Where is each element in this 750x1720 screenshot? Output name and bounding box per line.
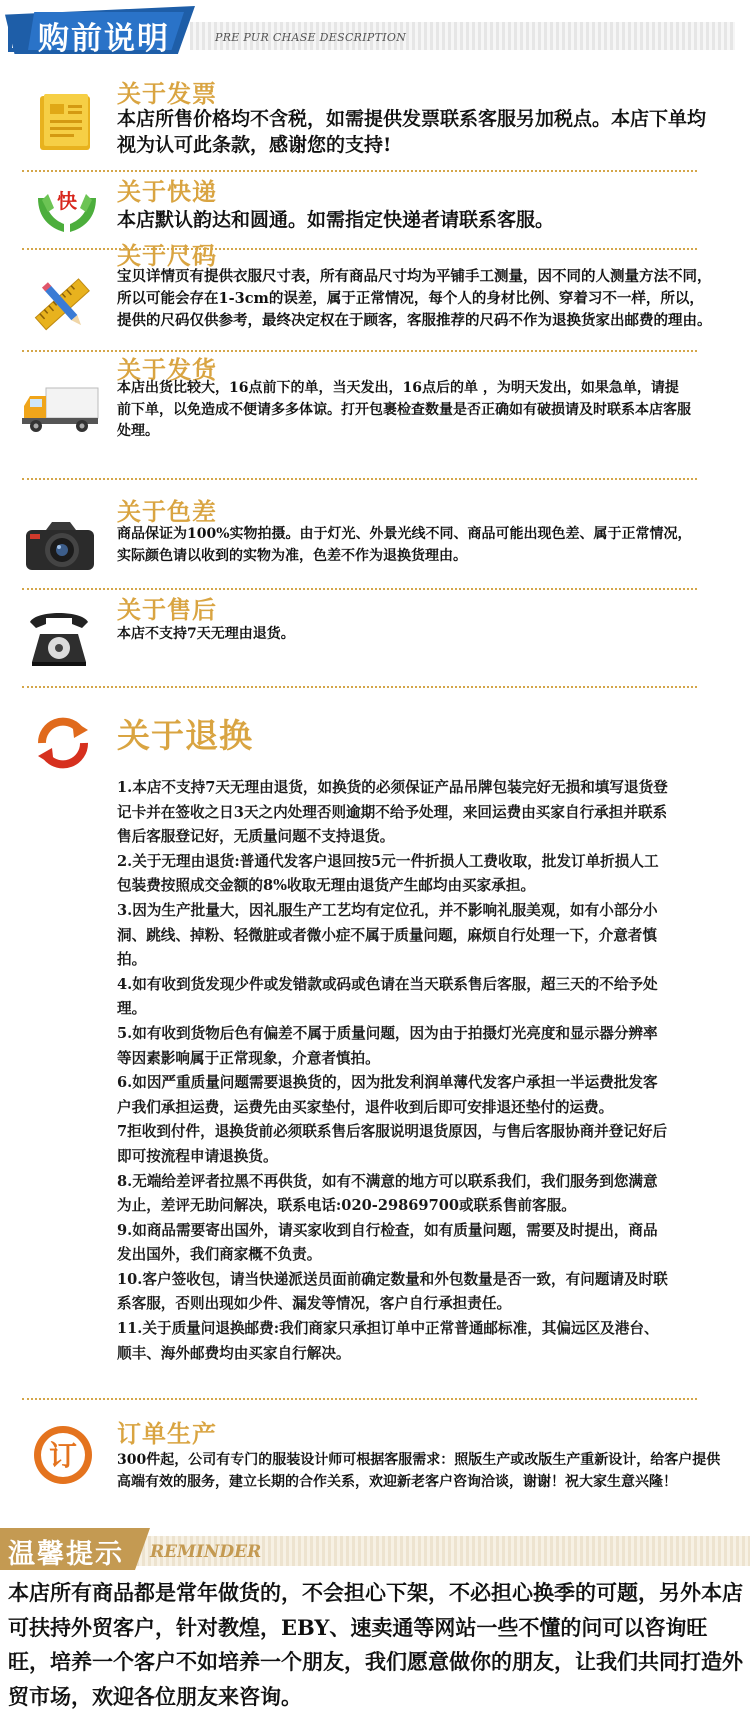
express-hands-icon: [34, 178, 100, 236]
returns-rules-list: [117, 776, 672, 1366]
header-subtitle: PRE PUR CHASE DESCRIPTION: [215, 31, 407, 44]
svg-text:订: 订: [48, 1439, 78, 1472]
section-title: 关于色差: [117, 498, 217, 526]
page-title: 购前说明: [38, 21, 170, 57]
section-after-sales: [0, 592, 750, 680]
list-item: 11.关于质量问退换邮费:我们商家只承担订单中正常普通邮标准，其偏远区及港台、顺丰、海外邮费均由买家自行解决。: [117, 1320, 659, 1362]
list-item: 6.如因严重质量问题需要退换货的，因为批发利润单薄代发客户承担一半运费批发客户我们承担运费，运费先由买家垫付，退件收到后即可安排退还垫付的运费。: [117, 1074, 658, 1116]
svg-text:快: 快: [57, 189, 77, 213]
order-badge-icon: [32, 1424, 94, 1486]
list-item: 5.如有收到货物后色有偏差不属于质量问题，因为由于拍摄灯光亮度和显示器分辨率等因素影响属于正常现象，介意者慎拍。: [117, 1024, 658, 1067]
section-title: 关于发货: [117, 356, 217, 384]
section-invoice: [0, 68, 750, 173]
section-title: 关于尺码: [117, 242, 217, 270]
page-header: [0, 0, 750, 62]
section-title: 关于发票: [117, 80, 217, 108]
telephone-icon: [26, 606, 92, 668]
reminder-header: [0, 1528, 750, 1570]
section-body: 宝贝详情页有提供衣服尺寸表，所有商品尺寸均为平铺手工测量，因不同的人测量方法不同，所以可能会存在1-3cm的误差，属于正常情况，每个人的身材比例、穿着习不一样，所以，提供的尺码仅供参考，最终决定权在于顾客，客服推荐的尺码不作为退换货家出邮费的理由。: [117, 268, 712, 329]
list-item: 4.如有收到货发现少件或发错款或码或色请在当天联系售后客服，超三天的不给予处理。: [117, 975, 658, 1018]
list-item: 10.客户签收包，请当快递派送员面前确定数量和外包数量是否一致，有问题请及时联系客服，否则出现如少件、漏发等情况，客户自行承担责任。: [117, 1270, 668, 1313]
list-item: 2.关于无理由退货:普通代发客户退回按5元一件折损人工费收取，批发订单折损人工包装费按照成交金额的8%收取无理由退货产生邮均由买家承担。: [117, 852, 659, 895]
section-title: 订单生产: [117, 1420, 217, 1448]
section-body: 商品保证为100%实物拍摄。由于灯光、外景光线不同、商品可能出现色差、属于正常情况，实际颜色请以收到的实物为准，色差不作为退换货理由。: [117, 526, 692, 564]
divider: [22, 1398, 697, 1400]
exchange-arrows-icon: [32, 712, 94, 774]
section-title: 关于快递: [117, 178, 217, 206]
section-color: [0, 494, 750, 594]
section-body: 本店不支持7天无理由退货。: [117, 626, 295, 642]
reminder-title: 温馨提示: [8, 1539, 124, 1570]
section-body: 本店所售价格均不含税，如需提供发票联系客服另加税点。本店下单均视为认可此条款，感谢您的支持!: [117, 108, 707, 156]
section-title: 关于售后: [117, 596, 217, 624]
list-item: 1.本店不支持7天无理由退货，如换货的必须保证产品吊牌包装完好无损和填写退货登记卡并在签收之日3天之内处理否则逾期不给予处理，来回运费由买家自行承担并联系售后客服登记好，无质量问题不支持退货。: [117, 779, 668, 846]
list-item: 7拒收到付件，退换货前必须联系售后客服说明退货原因，与售后客服协商并登记好后即可按流程申请退换货。: [117, 1123, 668, 1165]
ruler-pencil-icon: [30, 272, 96, 338]
reminder-body: 本店所有商品都是常年做货的，不会担心下架，不必担心换季的可题，另外本店可扶持外贸客户，针对教煌，EBY、速卖通等网站一些不懂的问可以咨询旺旺，培养一个客户不如培养一个朋友，我们愿意做你的朋友，让我们共同打造外贸市场，欢迎各位朋友来咨询。: [8, 1580, 743, 1709]
invoice-icon: [38, 92, 94, 152]
list-item: 8.无端给差评者拉黑不再供货，如有不满意的地方可以联系我们，我们服务到您满意为止，差评无助问解决，联系电话:020-29869700或联系售前客服。: [117, 1172, 658, 1215]
camera-icon: [24, 518, 96, 574]
divider: [22, 686, 697, 688]
section-express: [0, 174, 750, 244]
section-body: 本店出货比较大，16点前下的单，当天发出，16点后的单 ，为明天发出，如果急单，请提前下单，以免造成不便请多多体谅。打开包裹检查数量是否正确如有破损请及时联系本店客服处理。: [117, 380, 691, 439]
section-shipping: [0, 352, 750, 478]
divider: [22, 478, 697, 480]
section-title: 关于退换: [117, 716, 253, 755]
section-body: 300件起，公司有专门的服装设计师可根据客服需求：照版生产或改版生产重新设计，给客户提供高端有效的服务，建立长期的合作关系，欢迎新老客户咨询洽谈，谢谢！祝大家生意兴隆！: [117, 1452, 721, 1490]
delivery-truck-icon: [20, 384, 100, 434]
list-item: 9.如商品需要寄出国外，请买家收到自行检查，如有质量问题，需要及时提出，商品发出国外，我们商家概不负责。: [117, 1221, 658, 1264]
list-item: 3.因为生产批量大，因礼服生产工艺均有定位孔，并不影响礼服美观，如有小部分小洞、跳线、掉粉、轻微脏或者微小症不属于质量问题，麻烦自行处理一下，介意者慎拍。: [117, 901, 658, 969]
section-body: 本店默认韵达和圆通。如需指定快递者请联系客服。: [117, 209, 555, 231]
section-order-production: [0, 1404, 750, 1524]
reminder-subtitle: REMINDER: [150, 1542, 262, 1562]
section-returns: [0, 690, 750, 1390]
